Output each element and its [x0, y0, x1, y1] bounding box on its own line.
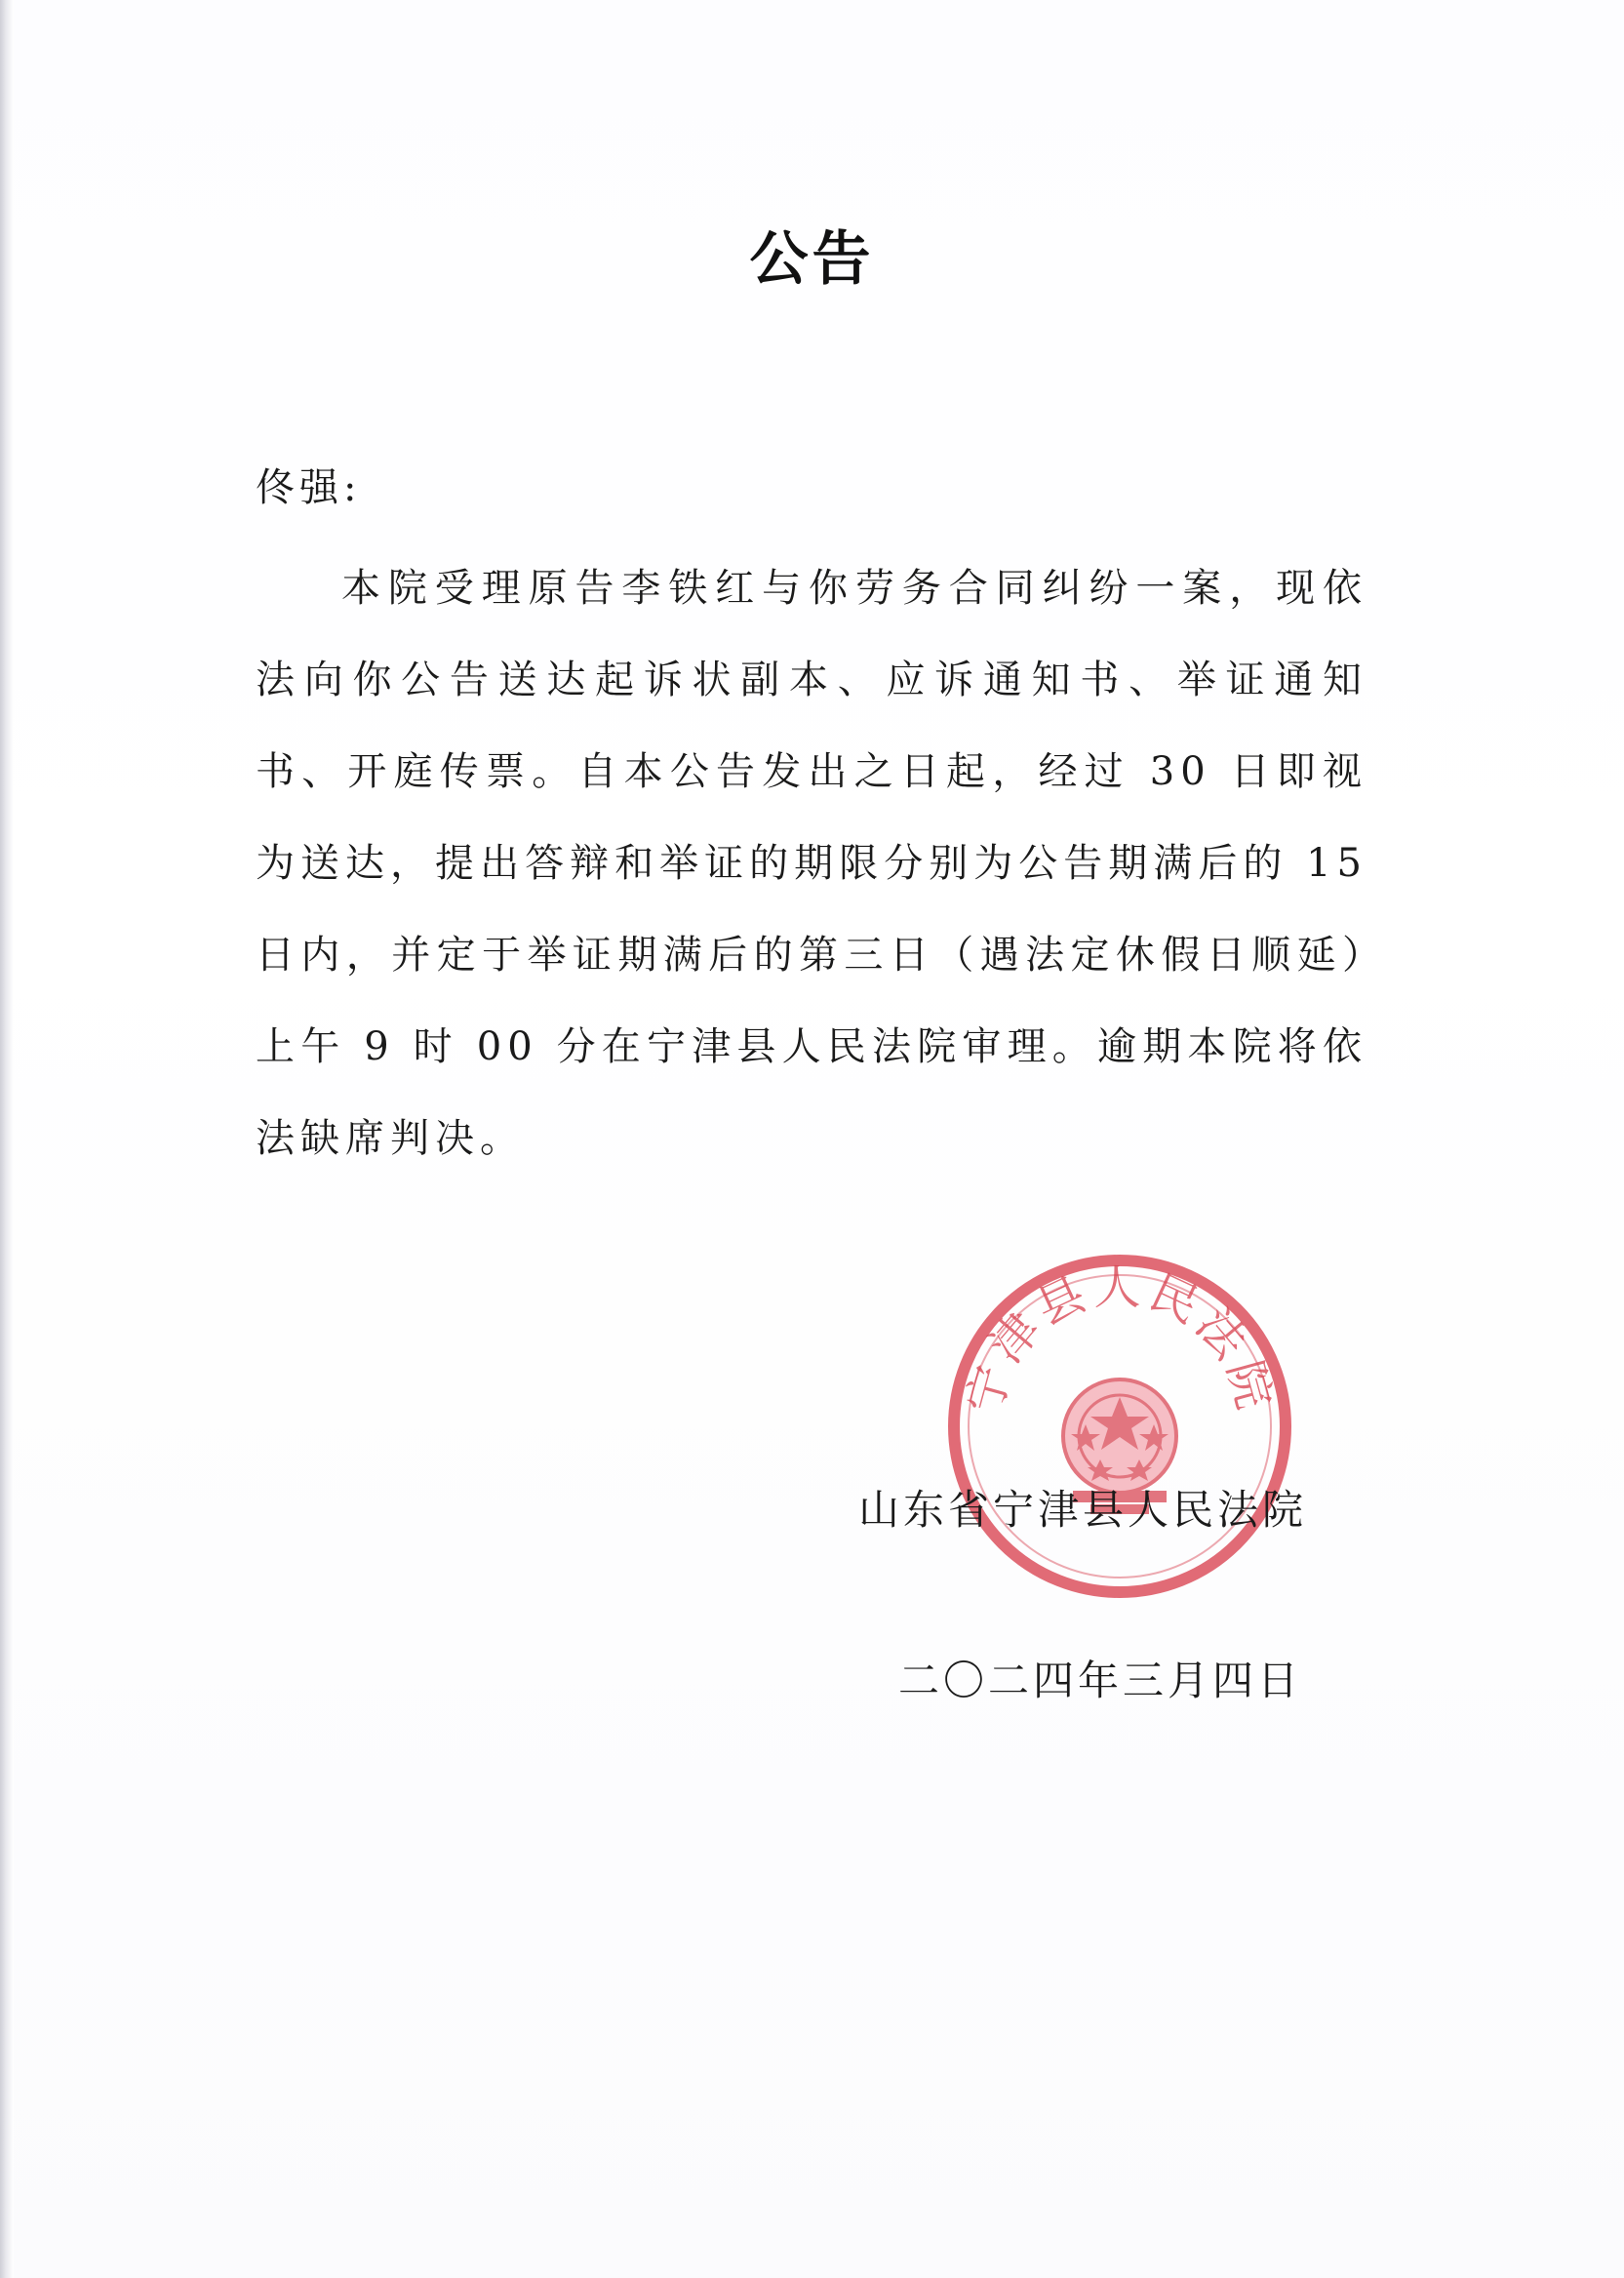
notice-title: 公告 — [749, 225, 875, 294]
salutation: 佟强: — [256, 465, 362, 510]
issue-date: 二〇二四年三月四日 — [897, 1657, 1302, 1704]
court-seal — [944, 1251, 1295, 1602]
seal-text: 宁津县人民法院 — [956, 1260, 1284, 1419]
issuing-court: 山东省宁津县人民法院 — [857, 1486, 1307, 1534]
notice-body: 本院受理原告李铁红与你劳务合同纠纷一案，现依法向你公告送达起诉状副本、应诉通知书、举证通知书、开庭传票。自本公告发出之日起，经过 30 日即视为送达，提出答辩和举证的期限分别为公告期满后的 15 日内，并定于举证期满后的第三日（遇法定休假日顺延）上午 9 时 00 分在宁津县人民法院审理。逾期本院将依法缺席判决。 — [256, 566, 1367, 1161]
scan-edge — [0, 0, 14, 2278]
